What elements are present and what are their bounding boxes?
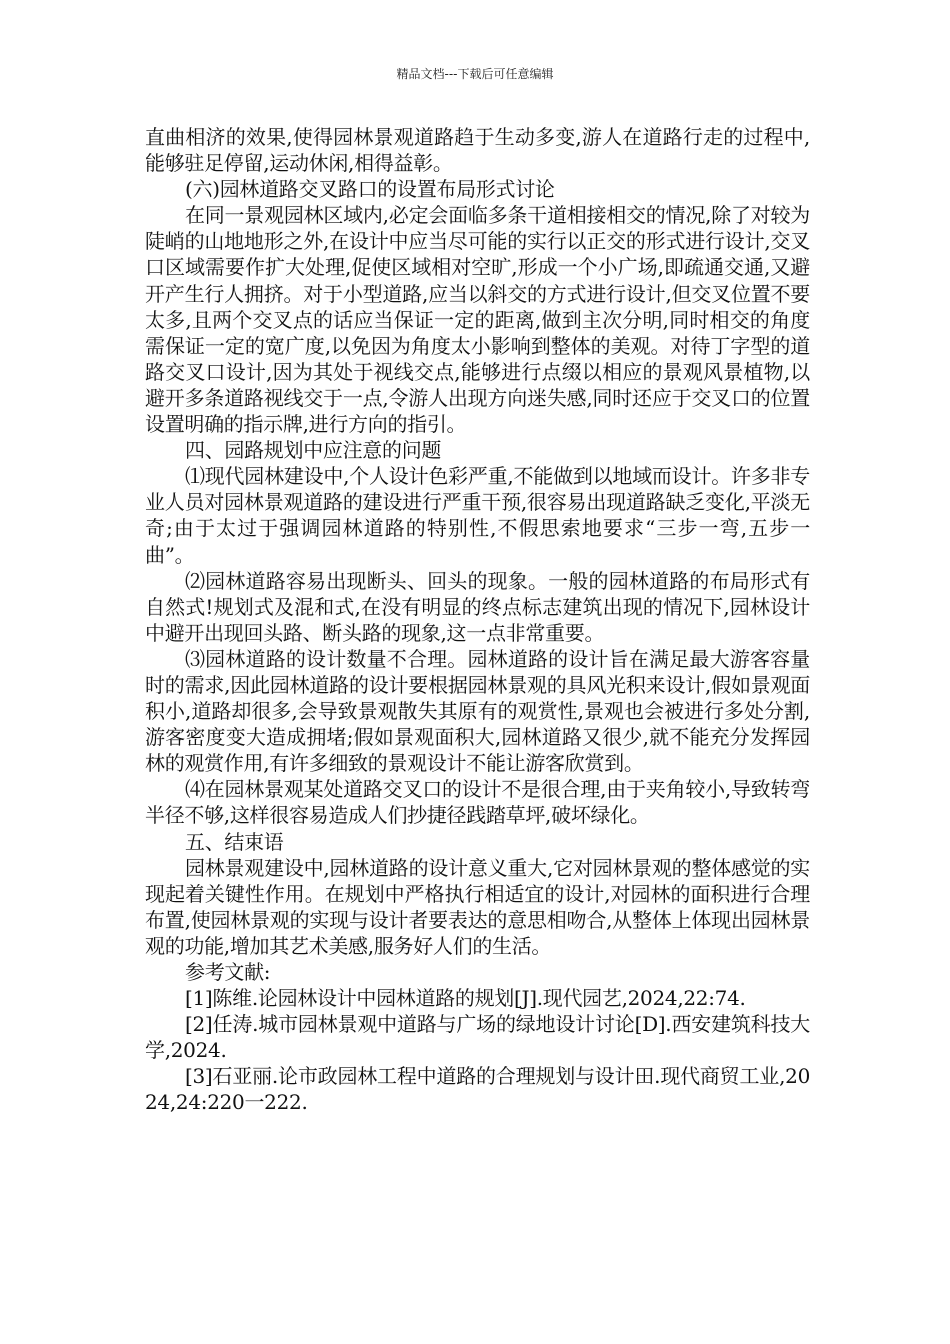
section-heading-conclusion: 五、结束语 [185, 829, 284, 854]
reference-item-2: [2]任涛.城市园林景观中道路与广场的绿地设计讨论[D].西安建筑科技大学,2024. [145, 1012, 810, 1063]
document-body [145, 124, 810, 1116]
section-heading-intersection: (六)园林道路交叉路口的设置布局形式讨论 [185, 177, 555, 202]
paragraph-continuation: 直曲相济的效果,使得园林景观道路趋于生动多变,游人在道路行走的过程中,能够驻足停留,运动休闲,相得益彰。 [145, 125, 810, 176]
paragraph-issue-3: ⑶园林道路的设计数量不合理。园林道路的设计旨在满足最大游客容量时的需求,因此园林道路的设计要根据园林景观的具风光积来设计,假如景观面积小,道路却很多,会导致景观散失其原有的观赏性,景观也会被进行多处分割,游客密度变大造成拥堵;假如景观面积大,园林道路又很少,就不能充分发挥园林的观赏作用,有许多细致的景观设计不能让游客欣赏到。 [145, 646, 810, 776]
paragraph-issue-4: ⑷在园林景观某处道路交叉口的设计不是很合理,由于夹角较小,导致转弯半径不够,这样很容易造成人们抄捷径践踏草坪,破坏绿化。 [145, 777, 810, 828]
reference-item-1: [1]陈维.论园林设计中园林道路的规划[J].现代园艺,2024,22:74. [185, 986, 746, 1011]
paragraph-intersection-design: 在同一景观园林区域内,必定会面临多条干道相接相交的情况,除了对较为陡峭的山地地形之外,在设计中应当尽可能的实行以正交的形式进行设计,交叉口区域需要作扩大处理,促使区域相对空旷,形成一个小广场,即疏通交通,又避开产生行人拥挤。对于小型道路,应当以斜交的方式进行设计,但交叉位置不要太多,且两个交叉点的话应当保证一定的距离,做到主次分明,同时相交的角度需保证一定的宽广度,以免因为角度太小影响到整体的美观。对待丁字型的道路交叉口设计,因为其处于视线交点,能够进行点缀以相应的景观风景植物,以避开多条道路视线交于一点,令游人出现方向迷失感,同时还应于交叉口的位置设置明确的指示牌,进行方向的指引。 [145, 203, 810, 437]
references-heading: 参考文献: [185, 960, 271, 984]
paragraph-issue-2: ⑵园林道路容易出现断头、回头的现象。一般的园林道路的布局形式有自然式!规划式及混和式,在没有明显的终点标志建筑出现的情况下,园林设计中避开出现回头路、断头路的现象,这一点非常重要。 [145, 568, 810, 645]
paragraph-issue-1: ⑴现代园林建设中,个人设计色彩严重,不能做到以地域而设计。许多非专业人员对园林景观道路的建设进行严重干预,很容易出现道路缺乏变化,平淡无奇;由于太过于强调园林道路的特别性,不假思索地要求“三步一弯,五步一曲”。 [145, 464, 810, 567]
section-heading-issues: 四、园路规划中应注意的问题 [185, 438, 442, 463]
page-header: 精品文档---下载后可任意编辑 [396, 67, 554, 81]
reference-item-3: [3]石亚丽.论市政园林工程中道路的合理规划与设计田.现代商贸工业,2024,24:220一222. [145, 1064, 810, 1115]
paragraph-conclusion: 园林景观建设中,园林道路的设计意义重大,它对园林景观的整体感觉的实现起着关键性作用。在规划中严格执行相适宜的设计,对园林的面积进行合理布置,使园林景观的实现与设计者要表达的意思相吻合,从整体上体现出园林景观的功能,增加其艺术美感,服务好人们的生活。 [145, 855, 810, 958]
